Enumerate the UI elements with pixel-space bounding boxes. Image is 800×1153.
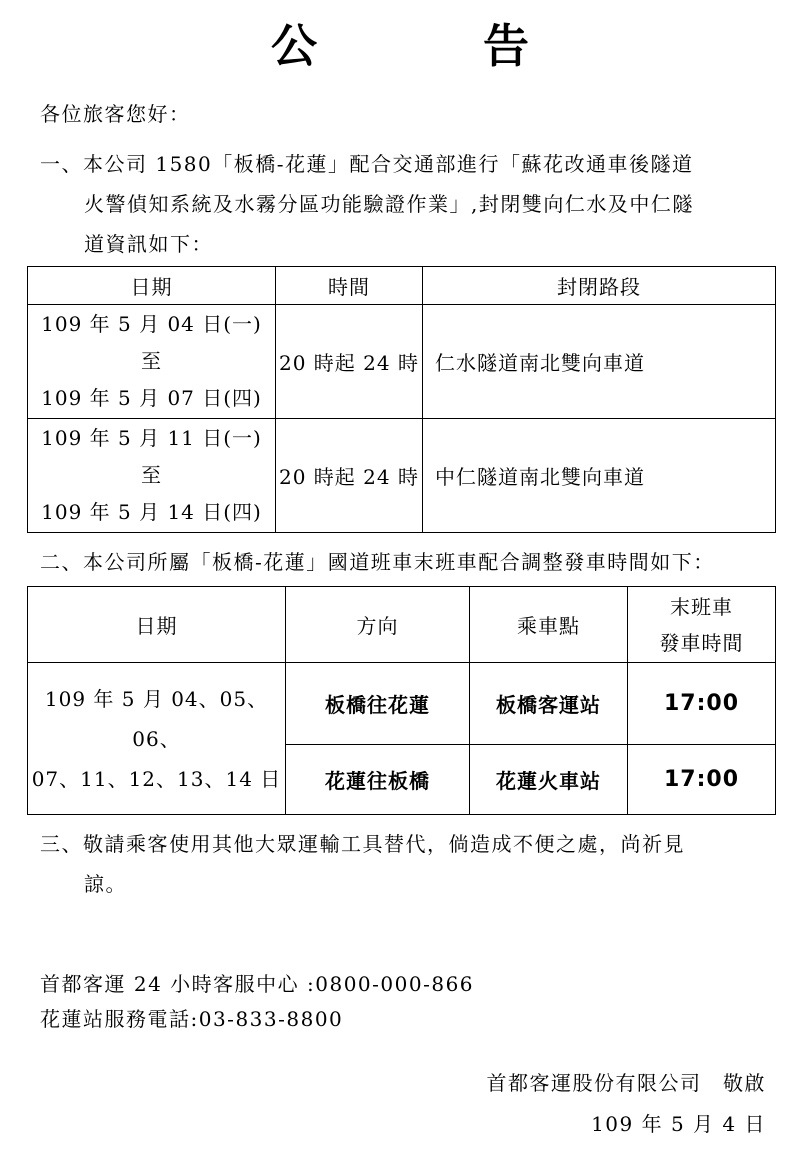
section2: 二、本公司所屬「板橋-花蓮」國道班車末班車配合調整發車時間如下： (40, 550, 715, 574)
direction: 板橋往花蓮 (286, 663, 470, 745)
section1-line1: 一、本公司 1580「板橋-花蓮」配合交通部進行「蘇花改通車後隧道 (40, 152, 694, 176)
date-range: 109 年 5 月 04 日(一) 至 109 年 5 月 07 日(四) (28, 305, 276, 419)
header-section: 封閉路段 (423, 267, 776, 305)
closed-section: 仁水隧道南北雙向車道 (423, 305, 776, 419)
section1-line2: 火警偵知系統及水霧分區功能驗證作業」,封閉雙向仁水及中仁隧 (84, 192, 694, 216)
last-bus-table (27, 586, 776, 815)
table-row (28, 419, 776, 533)
company-signature: 首都客運股份有限公司 敬啟 (486, 1071, 766, 1095)
notice-title: 公 告 (271, 19, 589, 73)
header-date: 日期 (28, 587, 286, 663)
header-direction: 方向 (286, 587, 470, 663)
departure-time: 17:00 (628, 663, 776, 745)
closed-section: 中仁隧道南北雙向車道 (423, 419, 776, 533)
departure-time: 17:00 (628, 745, 776, 815)
service-hotline: 首都客運 24 小時客服中心 :0800-000-866 (40, 972, 475, 996)
header-stop: 乘車點 (470, 587, 628, 663)
notice-date: 109 年 5 月 4 日 (591, 1112, 766, 1136)
header-date: 日期 (28, 267, 276, 305)
closure-table (27, 266, 776, 533)
closure-time: 20 時起 24 時 (276, 305, 423, 419)
header-time: 時間 (276, 267, 423, 305)
closure-time: 20 時起 24 時 (276, 419, 423, 533)
direction: 花蓮往板橋 (286, 745, 470, 815)
boarding-stop: 花蓮火車站 (470, 745, 628, 815)
table-row (28, 663, 776, 745)
date-range: 109 年 5 月 11 日(一) 至 109 年 5 月 14 日(四) (28, 419, 276, 533)
section1-line3: 道資訊如下： (84, 232, 213, 256)
section3-line2: 諒。 (84, 872, 127, 896)
table-row (28, 305, 776, 419)
greeting: 各位旅客您好： (40, 102, 191, 126)
section3-line1: 三、敬請乘客使用其他大眾運輸工具替代，倘造成不便之處，尚祈見 (40, 832, 685, 856)
boarding-stop: 板橋客運站 (470, 663, 628, 745)
header-last-bus: 末班車 發車時間 (628, 587, 776, 663)
station-phone: 花蓮站服務電話:03-833-8800 (40, 1007, 344, 1031)
service-dates: 109 年 5 月 04、05、06、 07、11、12、13、14 日 (28, 663, 286, 815)
